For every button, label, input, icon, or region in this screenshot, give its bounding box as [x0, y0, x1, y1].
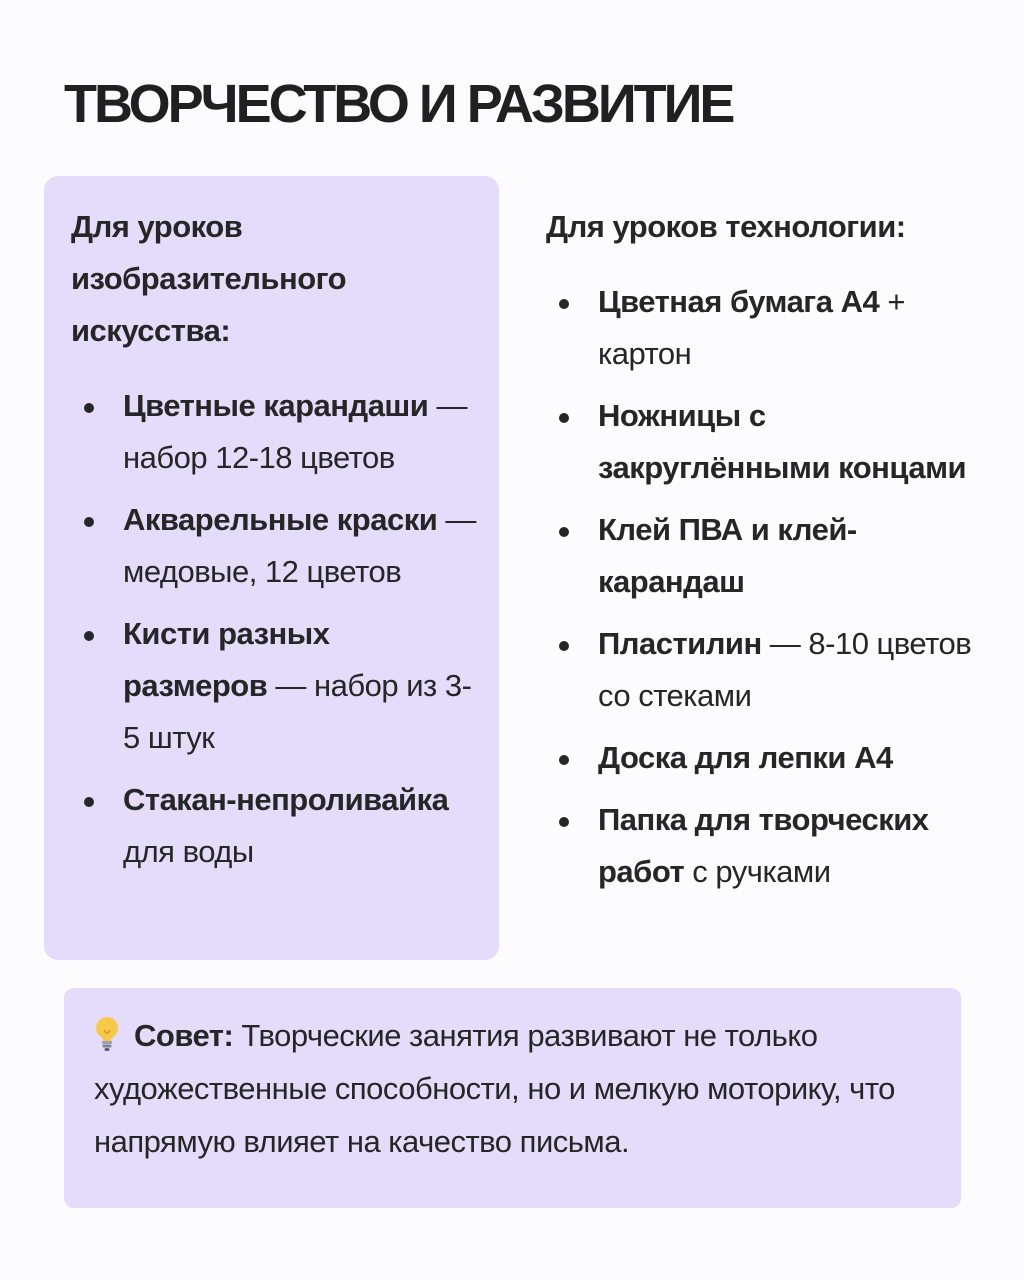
tip-card: [64, 988, 961, 1208]
list-item: [71, 774, 481, 878]
tech-heading: Для уроков технологии:: [546, 209, 906, 244]
item-name: Клей ПВА и клей-карандаш: [598, 512, 857, 599]
item-detail: — медовые, 12 цветов: [123, 502, 476, 589]
lightbulb-icon: [94, 1016, 120, 1052]
item-name: Цветная бумага А4: [598, 284, 880, 319]
list-item: [546, 390, 986, 494]
art-supplies-card: [44, 176, 499, 960]
item-detail: для воды: [123, 834, 254, 869]
item-name: Кисти разных размеров: [123, 616, 330, 703]
item-detail: — набор из 3-5 штук: [123, 668, 472, 755]
item-name: Цветные карандаши: [123, 388, 429, 423]
list-item: [546, 732, 986, 784]
list-item: [546, 618, 986, 722]
page-title: ТВОРЧЕСТВО И РАЗВИТИЕ: [64, 74, 733, 134]
item-name: Доска для лепки А4: [598, 740, 893, 775]
list-item: [71, 380, 481, 484]
list-item: [71, 494, 481, 598]
list-item: [71, 608, 481, 764]
item-detail: с ручками: [684, 854, 831, 889]
art-heading: Для уроков изобразительного искусства:: [71, 209, 347, 348]
item-detail: + картон: [598, 284, 905, 371]
tip-text: Творческие занятия развивают не только художественные способности, но и мелкую моторику, что напрямую влияет на качество письма.: [94, 1018, 895, 1159]
item-name: Ножницы с закруглёнными концами: [598, 398, 967, 485]
list-item: [546, 276, 986, 380]
tip-label: Совет:: [134, 1018, 234, 1053]
item-name: Стакан-непроливайка: [123, 782, 449, 817]
art-list: [71, 380, 481, 878]
item-name: Пластилин: [598, 626, 762, 661]
list-item: [546, 504, 986, 608]
item-name: Папка для творческих работ: [598, 802, 929, 889]
tech-list: [546, 276, 986, 898]
item-detail: — набор 12-18 цветов: [123, 388, 467, 475]
item-detail: — 8-10 цветов со стеками: [598, 626, 972, 713]
list-item: [546, 794, 986, 898]
technology-supplies-column: [546, 201, 986, 898]
item-name: Акварельные краски: [123, 502, 438, 537]
